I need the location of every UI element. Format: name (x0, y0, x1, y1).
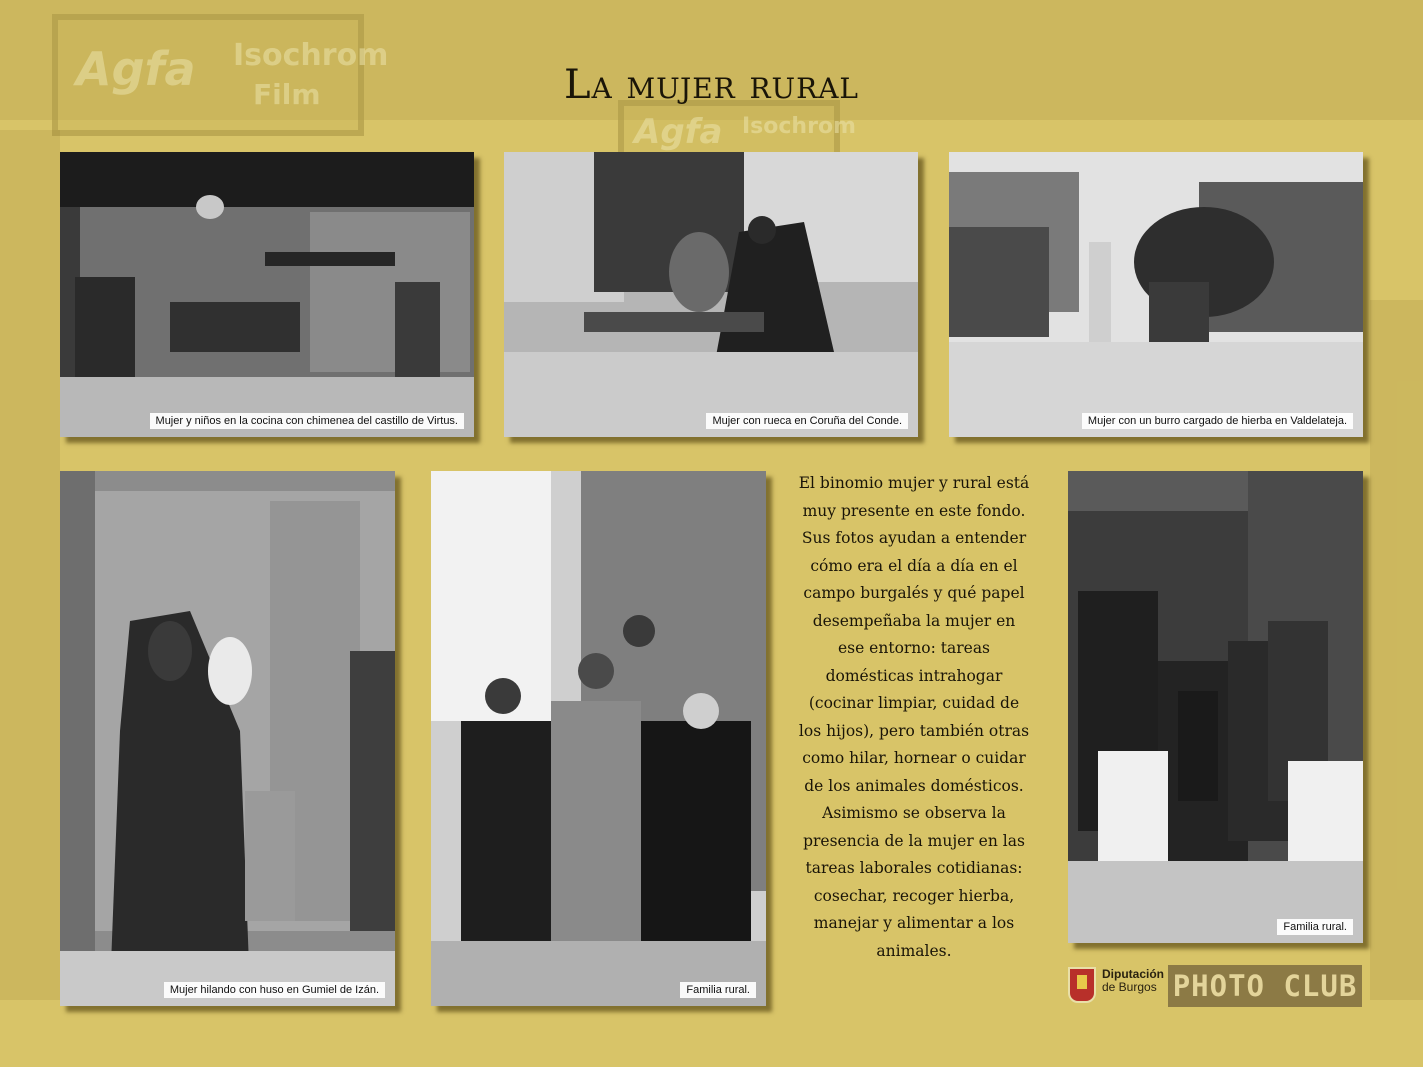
photo-kitchen-caption: Mujer y niños en la cocina con chimenea del castillo de Virtus. (150, 413, 464, 429)
photo-family-1 (431, 471, 766, 1006)
photo-spindle-caption: Mujer hilando con huso en Gumiel de Izán. (164, 982, 385, 998)
photo-donkey (949, 152, 1363, 437)
photo-family-2-image (1068, 471, 1363, 943)
background-sign-brand: Agfa (76, 42, 196, 96)
photo-spinning-wheel-caption: Mujer con rueca en Coruña del Conde. (706, 413, 908, 429)
diputacion-line-2: de Burgos (1102, 980, 1157, 994)
photo-spindle (60, 471, 395, 1006)
background-sign-product: Isochrom (233, 38, 389, 73)
photo-club-logo (1168, 965, 1362, 1007)
photo-club-text: PHOTO CLUB (1172, 969, 1358, 1003)
photo-kitchen (60, 152, 474, 437)
photo-family-2 (1068, 471, 1363, 943)
photo-family-1-caption: Familia rural. (680, 982, 756, 998)
diputacion-line-1: Diputación (1102, 967, 1164, 981)
background-shelf (0, 130, 60, 1000)
background-sign-product-2: Isochrom (742, 114, 856, 139)
crest-icon (1068, 967, 1096, 1003)
description-text: El binomio mujer y rural está muy presente en este fondo. Sus fotos ayudan a entender cómo era el día a día en el campo burgalés y qué papel desempeñaba la mujer en ese entorno: tareas domésticas intrahogar (cocinar limpiar, cuidad de los hijos), pero también otras como hilar, hornear o cuidar de los animales domésticos. Asimismo se observa la presencia de la mujer en las tareas laborales cotidianas: cosechar, recoger hierba, manejar y alimentar a los animales. (798, 474, 1030, 960)
photo-spindle-image (60, 471, 395, 1006)
diputacion-burgos-logo (1068, 965, 1168, 1005)
photo-family-1-image (431, 471, 766, 1006)
photo-family-2-caption: Familia rural. (1277, 919, 1353, 935)
page-title: La mujer rural (563, 62, 860, 108)
background-counter (1370, 300, 1423, 1000)
photo-donkey-image (949, 152, 1363, 437)
photo-donkey-caption: Mujer con un burro cargado de hierba en Valdelateja. (1082, 413, 1353, 429)
diputacion-name (1102, 968, 1164, 994)
background-sign-brand-2: Agfa (634, 112, 723, 152)
background-sign-film: Film (253, 78, 321, 111)
photo-spinning-wheel (504, 152, 918, 437)
photo-kitchen-image (60, 152, 474, 437)
photo-spinning-wheel-image (504, 152, 918, 437)
